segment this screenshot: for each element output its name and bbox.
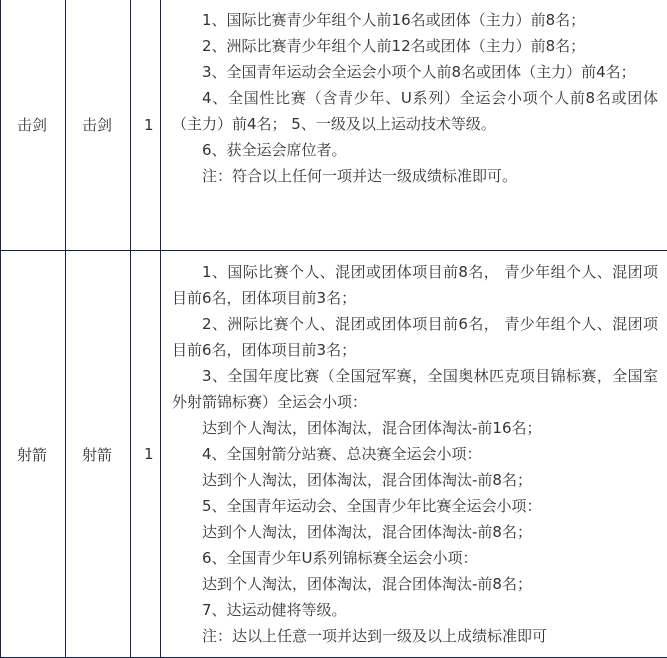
sport-cell <box>1 0 66 251</box>
criteria-line: 3、全国年度比赛（全国冠军赛，全国奥林匹克项目锦标赛，全国室外射箭锦标赛）全运会小项： <box>172 363 658 415</box>
criteria-line: 1、国际比赛个人、混团或团体项目前8名， 青少年组个人、混团项目前6名，团体项目前3名； <box>172 259 658 311</box>
criteria-list <box>172 251 658 649</box>
event-name: 射箭 <box>82 446 112 464</box>
table-row <box>1 251 667 658</box>
event-cell <box>66 0 131 251</box>
count-cell <box>131 0 161 251</box>
criteria-line: 3、全国青年运动会全运会小项个人前8名或团体（主力）前4名； <box>172 59 658 85</box>
criteria-line: 4、全国性比赛（含青少年、U系列）全运会小项个人前8名或团体（主力）前4名； 5、一级及以上运动技术等级。 <box>172 85 658 137</box>
criteria-line: 5、全国青年运动会、全国青少年比赛全运会小项： <box>172 493 658 519</box>
criteria-cell <box>161 0 667 251</box>
criteria-line: 6、全国青少年U系列锦标赛全运会小项： <box>172 545 658 571</box>
criteria-cell <box>161 251 667 658</box>
criteria-line: 2、洲际比赛个人、混团或团体项目前6名， 青少年组个人、混团项目前6名，团体项目前3名； <box>172 311 658 363</box>
criteria-line: 1、国际比赛青少年组个人前16名或团体（主力）前8名； <box>172 7 658 33</box>
criteria-line: 达到个人淘汰，团体淘汰，混合团体淘汰-前8名； <box>172 519 658 545</box>
criteria-line: 6、获全运会席位者。 <box>172 137 658 163</box>
criteria-line: 达到个人淘汰，团体淘汰，混合团体淘汰-前8名； <box>172 467 658 493</box>
criteria-note: 注：达以上任意一项并达到一级及以上成绩标准即可 <box>172 623 658 649</box>
criteria-line: 4、全国射箭分站赛、总决赛全运会小项： <box>172 441 658 467</box>
criteria-line: 2、洲际比赛青少年组个人前12名或团体（主力）前8名； <box>172 33 658 59</box>
sport-name: 击剑 <box>17 116 47 134</box>
count-value: 1 <box>144 445 154 463</box>
sport-cell <box>1 251 66 658</box>
criteria-list <box>172 0 658 189</box>
criteria-line: 达到个人淘汰，团体淘汰，混合团体淘汰-前16名； <box>172 415 658 441</box>
count-value: 1 <box>144 116 154 134</box>
criteria-line: 7、达运动健将等级。 <box>172 597 658 623</box>
table-row <box>1 0 667 251</box>
sport-name: 射箭 <box>17 446 47 464</box>
count-cell <box>131 251 161 658</box>
event-cell <box>66 251 131 658</box>
criteria-line: 达到个人淘汰，团体淘汰，混合团体淘汰-前8名； <box>172 571 658 597</box>
criteria-note: 注：符合以上任何一项并达一级成绩标准即可。 <box>172 163 658 189</box>
event-name: 击剑 <box>82 116 112 134</box>
